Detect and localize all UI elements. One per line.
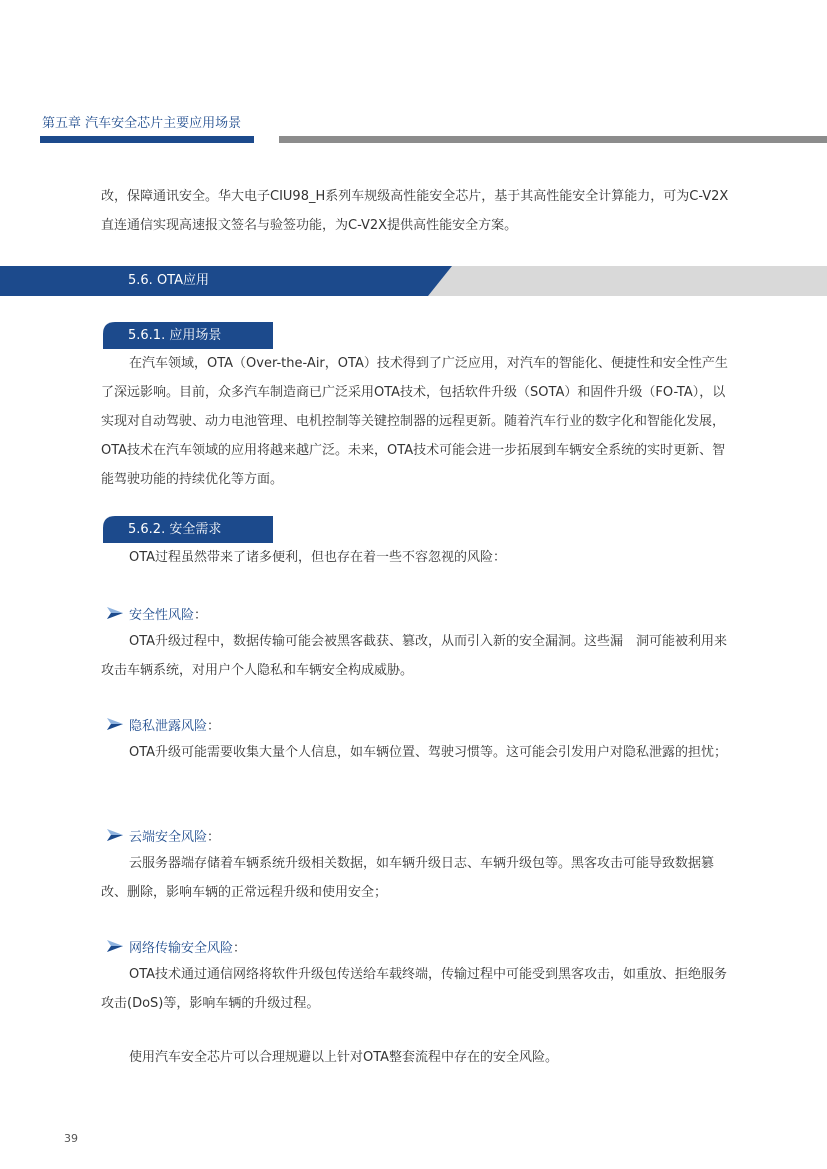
risk-description: 云服务器端存储着车辆系统升级相关数据，如车辆升级日志、车辆升级包等。黑客攻击可能导致数据篡改、删除，影响车辆的正常远程升级和使用安全； <box>101 856 715 900</box>
chapter-bar-gray <box>279 136 827 143</box>
application-scenario-paragraph: 在汽车领域，OTA（Over-the-Air，OTA）技术得到了广泛应用，对汽车的智能化、便捷性和安全性产生了深远影响。目前，众多汽车制造商已广泛采用OTA技术，包括软件升级（SOTA）和固件升级（FO-TA），以实现对自动驾驶、动力电池管理、电机控制等关键控制器的远程更新。随着汽车行业的数字化和智能化发展，OTA技术在汽车领域的应用将越来越广泛。未来，OTA技术可能会进一步拓展到车辆安全系统的实时更新、智能驾驶功能的持续优化等方面。 <box>101 356 728 487</box>
section-title: 5.6. OTA应用 <box>128 273 209 288</box>
risk-heading <box>106 603 207 623</box>
risk-label: 网络传输安全风险 <box>129 940 234 956</box>
chapter-bar-blue <box>40 136 254 143</box>
risk-label: 安全性风险 <box>129 607 195 623</box>
chevron-arrow-icon <box>106 828 124 842</box>
page-number: 39 <box>64 1132 78 1145</box>
subsection-title-2: 5.6.2. 安全需求 <box>128 522 222 537</box>
chevron-arrow-icon <box>106 939 124 953</box>
subsection-title-1: 5.6.1. 应用场景 <box>128 328 222 343</box>
risk-label: 云端安全风险 <box>129 829 208 845</box>
conclusion-paragraph: 使用汽车安全芯片可以合理规避以上针对OTA整套流程中存在的安全风险。 <box>129 1050 559 1065</box>
risk-heading <box>106 936 246 956</box>
risk-description: OTA技术通过通信网络将软件升级包传送给车载终端，传输过程中可能受到黑客攻击，如重放、拒绝服务攻击(DoS)等，影响车辆的升级过程。 <box>101 967 728 1011</box>
intro-paragraph: 改，保障通讯安全。华大电子CIU98_H系列车规级高性能安全芯片，基于其高性能安全计算能力，可为C-V2X直连通信实现高速报文签名与验签功能，为C-V2X提供高性能安全方案。 <box>101 189 729 233</box>
risk-description: OTA升级过程中，数据传输可能会被黑客截获、篡改，从而引入新的安全漏洞。这些漏 洞可能被利用来攻击车辆系统，对用户个人隐私和车辆安全构成威胁。 <box>101 634 728 678</box>
chevron-arrow-icon <box>106 717 124 731</box>
section-band <box>0 266 827 296</box>
risk-colon: ： <box>207 718 221 734</box>
security-requirements-intro: OTA过程虽然带来了诸多便利，但也存在着一些不容忽视的风险： <box>129 550 507 565</box>
chevron-arrow-icon <box>106 606 124 620</box>
risk-label: 隐私泄露风险 <box>129 718 208 734</box>
risk-colon: ： <box>194 607 208 623</box>
risk-heading <box>106 825 220 845</box>
risk-description: OTA升级可能需要收集大量个人信息，如车辆位置、驾驶习惯等。这可能会引发用户对隐私泄露的担忧； <box>129 745 728 760</box>
chapter-title: 第五章 汽车安全芯片主要应用场景 <box>42 116 242 131</box>
risk-colon: ： <box>233 940 247 956</box>
risk-colon: ： <box>207 829 221 845</box>
risk-heading <box>106 714 220 734</box>
